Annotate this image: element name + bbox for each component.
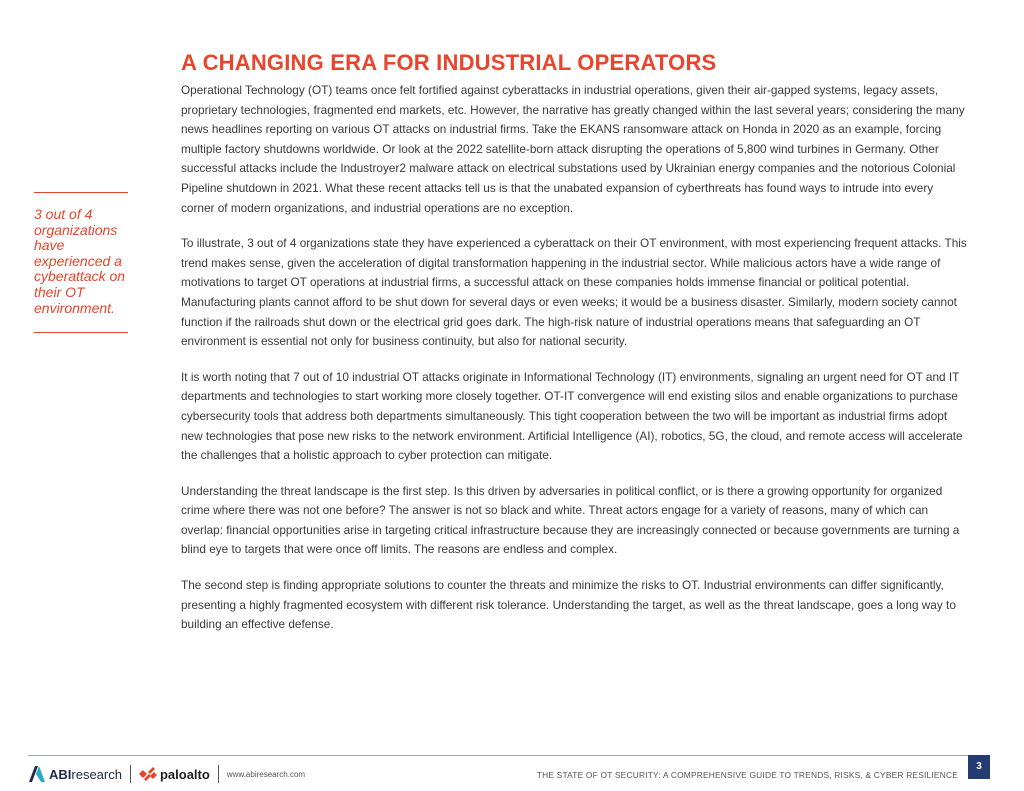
pull-quote-bottom-rule: [34, 332, 128, 333]
paloalto-logo: paloalto: [159, 766, 210, 782]
paragraph: Understanding the threat landscape is the first step. Is this driven by adversaries in political conflict, or is there a growing opportunity for organized crime where there was not one before? The answer is not so black and white. Threat actors engage for a variety of reasons, many of which can overlap: financial opportunities arise in targeting critical infrastructure because they are increasingly connected or because governments are turning a blind eye to targets that were once off limits. The reasons are endless and complex.: [181, 483, 960, 557]
footer-divider: [28, 755, 968, 756]
abi-research-logo: ABIresearch: [49, 766, 122, 782]
page-title: A CHANGING ERA FOR INDUSTRIAL OPERATORS: [181, 50, 717, 75]
pull-quote: [34, 192, 130, 333]
paragraph: To illustrate, 3 out of 4 organizations state they have experienced a cyberattack on their OT environment, with most experiencing frequent attacks. This trend makes sense, given the acceleration of digital transformation happening in the industrial sector. While malicious actors have a wide range of motivations to target OT operations at industrial firms, a successful attack on these companies holds immense financial or political potential. Manufacturing plants cannot afford to be shut down for several days or even weeks; it would be a business disaster. Similarly, modern society cannot function if the railroads shut down or the electrical grid goes dark. The high-risk nature of industrial operations means that safeguarding an OT environment is essential not only for business continuity, but also for national security.: [181, 236, 967, 349]
abi-research-logo-icon: [28, 765, 46, 783]
logo-separator: [130, 765, 131, 783]
pull-quote-top-rule: [34, 192, 128, 193]
page-number: 3: [968, 755, 990, 779]
paragraph: It is worth noting that 7 out of 10 industrial OT attacks originate in Informational Technology (IT) environments, signaling an urgent need for OT and IT departments and technologies to start working more closely together. OT-IT convergence will end existing silos and enable organizations to purchase cybersecurity tools that address both departments simultaneously. This tight cooperation between the two will be important as industrial firms adopt new technologies that pose new risks to the network environment. Artificial Intelligence (AI), robotics, 5G, the cloud, and remote access will accelerate the challenges that a holistic approach to cyber protection can mitigate.: [181, 369, 963, 463]
paloalto-logo-icon: [139, 767, 157, 781]
pull-quote-text: 3 out of 4 organizations have experienced a cyberattack on their OT environment.: [34, 206, 126, 316]
body-text: [181, 81, 969, 651]
logo-separator: [218, 765, 219, 783]
report-title: THE STATE OF OT SECURITY: A COMPREHENSIVE GUIDE TO TRENDS, RISKS, & CYBER RESILIENCE: [536, 770, 958, 780]
paragraph: Operational Technology (OT) teams once felt fortified against cyberattacks in industrial operations, given their air-gapped systems, legacy assets, proprietary technologies, fragmented end markets, etc. However, the narrative has greatly changed within the last several years; considering the many news headlines reporting on various OT attacks on industrial firms. Take the EKANS ransomware attack on Honda in 2020 as an example, forcing multiple factory shutdowns worldwide. Or look at the 2022 satellite-born attack disrupting the operations of 5,800 wind turbines in Germany. Other successful attacks include the Industroyer2 malware attack on electrical substations used by Ukrainian energy companies and the notorious Colonial Pipeline shutdown in 2021. What these recent attacks tell us is that the unabated expansion of cyberthreats has found ways to intrude into every corner of modern organizations, and industrial operations are no exception.: [181, 83, 965, 215]
paragraph: The second step is finding appropriate solutions to counter the threats and minimize the risks to OT. Industrial environments can differ significantly, presenting a highly fragmented ecosystem with different risk tolerance. Understanding the target, as well as the threat landscape, goes a long way to building an effective defense.: [181, 578, 956, 632]
website-url[interactable]: www.abiresearch.com: [226, 769, 306, 779]
footer-logos: [28, 763, 305, 785]
